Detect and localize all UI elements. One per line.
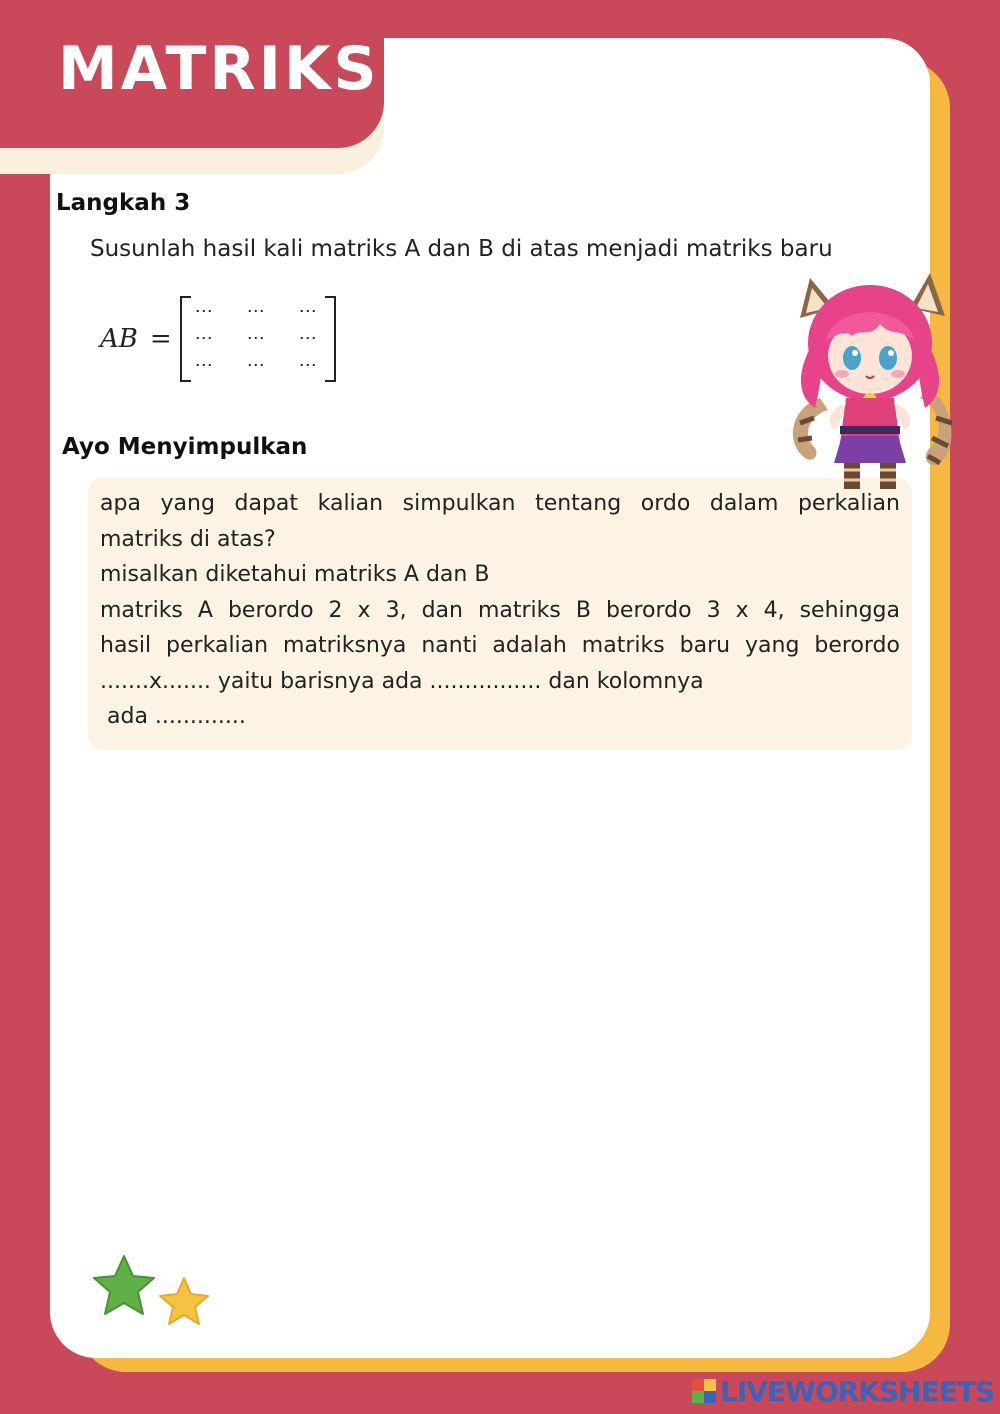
conclusion-line: hasil perkalian matriksnya nanti adalah matriks baru yang berordo [100, 633, 900, 658]
yellow-star-icon [160, 1278, 208, 1324]
matrix-left-bracket [180, 296, 191, 382]
answer-line[interactable]: .......x....... yaitu barisnya ada ................ dan kolomnya [100, 668, 704, 694]
matrix-cell[interactable]: ⋯ [194, 355, 212, 376]
conclusion-line: matriks di atas? [100, 526, 276, 552]
matrix-cell[interactable]: ⋯ [246, 355, 264, 376]
matrix-label: AB [100, 324, 138, 354]
matrix-cell[interactable]: ⋯ [298, 301, 316, 322]
matrix-right-bracket [325, 296, 336, 382]
matrix-grid [191, 299, 325, 380]
equals-sign: = [149, 324, 172, 354]
brand-name: LIVEWORKSHEETS [720, 1374, 995, 1408]
conclusion-line: matriks A berordo 2 x 3, dan matriks B berordo 3 x 4, sehingga [100, 597, 900, 623]
matrix-cell[interactable]: ⋯ [298, 328, 316, 349]
conclusion-line: misalkan diketahui matriks A dan B [100, 562, 490, 587]
conclusion-heading: Ayo Menyimpulkan [62, 434, 308, 460]
matrix-cell[interactable]: ⋯ [246, 301, 264, 322]
matrix-equation [100, 296, 336, 382]
matrix-cell[interactable]: ⋯ [246, 328, 264, 349]
conclusion-text [100, 486, 900, 735]
step-instruction: Susunlah hasil kali matriks A dan B di atas menjadi matriks baru [90, 236, 833, 262]
answer-line[interactable]: ada ............. [100, 704, 246, 729]
stars-decoration [92, 1252, 222, 1342]
step-heading: Langkah 3 [56, 190, 191, 216]
page-title: MATRIKS [58, 34, 380, 104]
green-star-icon [94, 1256, 154, 1314]
matrix-cell[interactable]: ⋯ [298, 355, 316, 376]
conclusion-line: apa yang dapat kalian simpulkan tentang ordo dalam perkalian [100, 491, 900, 516]
matrix-cell[interactable]: ⋯ [194, 301, 212, 322]
liveworksheets-logo-icon [692, 1379, 716, 1403]
anime-girl-illustration [780, 258, 960, 498]
footer-brand [692, 1376, 994, 1406]
matrix-cell[interactable]: ⋯ [194, 328, 212, 349]
